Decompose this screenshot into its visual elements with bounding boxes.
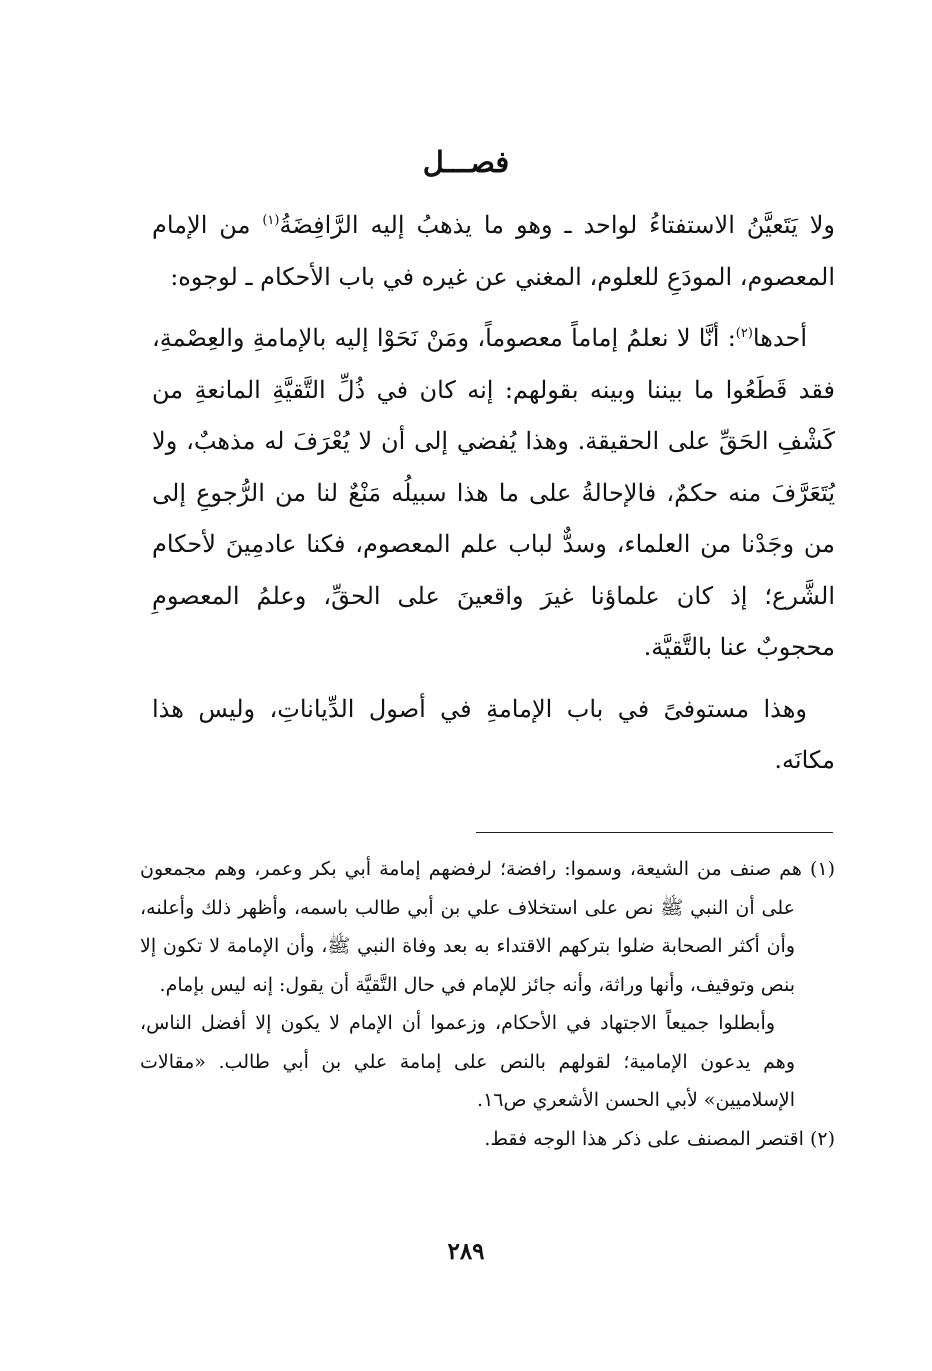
section-heading: فصـــل [422, 145, 510, 179]
footnote-ref-1[interactable]: (١) [262, 213, 280, 228]
footnote-ref-2[interactable]: (٢) [735, 326, 753, 341]
page-number: ٢٨٩ [447, 1238, 485, 1265]
footnote-1 [140, 850, 835, 1004]
footnote-2-number: (٢) [809, 1127, 835, 1150]
footnote-2 [140, 1120, 835, 1159]
paragraph-1 [152, 200, 835, 303]
footnote-1-continuation: وأبطلوا جميعاً الاجتهاد في الأحكام، وزعموا أن الإمام لا يكون إلا أفضل الناس، وهم يدعون الإمامية؛ لقولهم بالنص على إمامة علي بن أبي طالب. «مقالات الإسلاميين» لأبي الحسن الأشعري ص١٦. [140, 1012, 795, 1111]
paragraph-1-text-a: ولا يَتَعيَّنُ الاستفتاءُ لواحد ـ وهو ما يذهبُ إليه الرَّافِضَةُ [279, 211, 835, 239]
paragraph-2-text-b: : أنَّا لا نعلمُ إماماً معصوماً، ومَنْ نَحَوْا إليه بالإمامةِ والعِصْمةِ، فقد قَطَعُوا ما بيننا وبينه بقولهم: إنه كان في ذُلِّ التَّقيَّةِ المانعةِ من كَشْفِ الحَقِّ على الحقيقة. وهذا يُفضي إلى أن لا يُعْرَفَ له مذهبٌ، ولا يُتَعَرَّفَ منه حكمٌ، فالإحالةُ على ما هذا سبيلُه مَنْعٌ لنا من الرُّجوعِ إلى من وجَدْنا من العلماء، وسدٌّ لباب علم المعصوم، فكنا عادمِينَ لأحكام الشَّرع؛ إذ كان علماؤنا غيرَ واقعينَ على الحقِّ، وعلمُ المعصومِ محجوبٌ عنا بالتَّقيَّة. [152, 324, 835, 661]
paragraph-3: وهذا مستوفىً في باب الإمامةِ في أصول الدِّياناتِ، وليس هذا مكانَه. [152, 694, 835, 774]
footnote-separator [476, 832, 833, 833]
footnote-2-text: اقتصر المصنف على ذكر هذا الوجه فقط. [484, 1127, 810, 1150]
footnote-1-text: هم صنف من الشيعة، وسموا: رافضة؛ لرفضهم إمامة أبي بكر وعمر، وهم مجمعون على أن النبي ﷺ نص على استخلاف علي بن أبي طالب باسمه، وأظهر ذلك وأعلنه، وأن أكثر الصحابة ضلوا بتركهم الاقتداء به بعد وفاة النبي ﷺ، وأن الإمامة لا تكون إلا بنص وتوقيف، وأنها وراثة، وأنه جائز للإمام في حال التَّقيَّة أن يقول: إنه ليس بإمام. [140, 858, 810, 996]
paragraph-1-text-b: من الإمام المعصوم، المودَعِ للعلوم، المغني عن غيره في باب الأحكام ـ لوجوه: [152, 211, 835, 291]
footnotes [140, 850, 835, 1158]
main-text [152, 200, 835, 797]
paragraph-2 [152, 313, 835, 674]
footnote-1-number: (١) [809, 858, 835, 880]
paragraph-2-text-a: أحدها [752, 324, 807, 352]
